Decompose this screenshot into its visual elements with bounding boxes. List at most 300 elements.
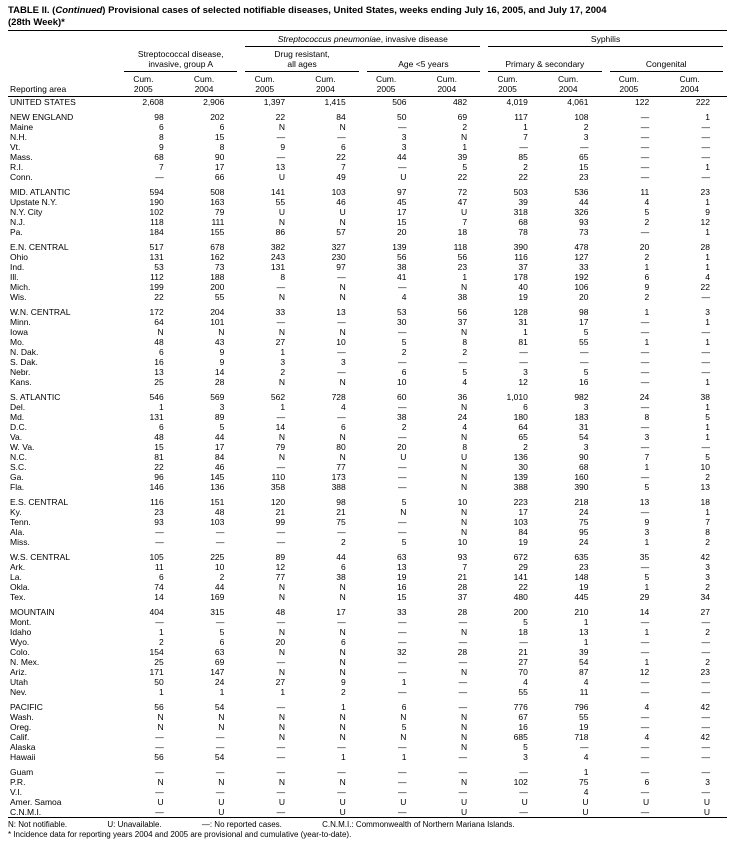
case-count-cell: U: [703, 807, 710, 817]
case-count-cell: 390: [513, 242, 528, 252]
case-count-cell: 4: [644, 702, 650, 712]
case-count-cell: 33: [396, 607, 407, 617]
case-count-cell: —: [640, 687, 650, 697]
case-count-cell: 103: [210, 517, 225, 527]
case-count-cell: 16: [396, 582, 407, 592]
case-count-cell: 55: [518, 687, 528, 697]
case-count-cell: N: [339, 647, 346, 657]
case-count-cell: 9: [644, 282, 650, 292]
case-count-cell: 18: [518, 627, 528, 637]
table-row: [8, 187, 727, 197]
case-count-cell: 2: [644, 292, 650, 302]
table-row: [8, 617, 727, 627]
case-count-cell: —: [397, 742, 407, 752]
case-count-cell: —: [701, 752, 710, 762]
case-count-cell: 19: [396, 572, 407, 582]
case-count-cell: 190: [149, 197, 164, 207]
case-count-cell: 200: [513, 607, 528, 617]
table-row: [8, 292, 727, 302]
case-count-cell: —: [519, 787, 528, 797]
case-count-cell: 6: [341, 142, 346, 152]
case-count-cell: 42: [700, 732, 710, 742]
case-count-cell: —: [276, 537, 286, 547]
case-count-cell: 4: [583, 677, 589, 687]
case-count-cell: 4,019: [506, 97, 528, 107]
case-count-cell: —: [519, 357, 528, 367]
reporting-area-cell: W.S. CENTRAL: [10, 552, 70, 562]
case-count-cell: 44: [336, 552, 346, 562]
case-count-cell: 40: [518, 282, 528, 292]
case-count-cell: 55: [214, 292, 225, 302]
case-count-cell: 34: [700, 592, 710, 602]
case-count-cell: 131: [270, 262, 286, 272]
case-count-cell: 1: [401, 752, 407, 762]
case-count-cell: —: [640, 347, 650, 357]
case-count-cell: —: [215, 787, 225, 797]
reporting-area-cell: Wyo.: [10, 637, 30, 647]
reporting-area-cell: W. Va.: [10, 442, 35, 452]
case-count-cell: N: [460, 327, 468, 337]
case-count-cell: 15: [396, 217, 407, 227]
case-count-cell: —: [701, 172, 710, 182]
case-count-cell: —: [397, 777, 407, 787]
case-count-cell: 202: [210, 112, 225, 122]
case-count-cell: 16: [518, 722, 528, 732]
reporting-area-cell: PACIFIC: [10, 702, 43, 712]
case-count-cell: N: [278, 292, 286, 302]
case-count-cell: —: [276, 742, 286, 752]
case-count-cell: —: [701, 742, 710, 752]
case-count-cell: 5: [523, 742, 528, 752]
case-count-cell: 5: [583, 327, 589, 337]
case-count-cell: 388: [331, 482, 346, 492]
drug-resistant-line1: Drug resistant,: [274, 49, 330, 59]
case-count-cell: 42: [700, 702, 710, 712]
case-count-cell: 445: [574, 592, 589, 602]
case-count-cell: 116: [514, 252, 528, 262]
case-count-cell: 10: [214, 562, 225, 572]
case-count-cell: 2: [462, 347, 468, 357]
case-count-cell: —: [640, 162, 650, 172]
case-count-cell: N: [339, 432, 346, 442]
table-row: [8, 742, 727, 752]
table-row: [8, 517, 727, 527]
case-count-cell: —: [397, 667, 407, 677]
case-count-cell: 3: [583, 132, 589, 142]
table-row: [8, 217, 727, 227]
case-count-cell: —: [640, 112, 650, 122]
case-count-cell: 1,397: [263, 97, 286, 107]
reporting-area-label: Reporting area: [10, 84, 67, 94]
reporting-area-cell: N. Mex.: [10, 657, 40, 667]
case-count-cell: U: [278, 207, 286, 217]
table-row: [8, 552, 727, 562]
case-count-cell: 47: [457, 197, 468, 207]
case-count-cell: 3: [401, 132, 407, 142]
case-count-cell: N: [460, 667, 468, 677]
case-count-cell: N: [339, 377, 346, 387]
case-count-cell: 4: [462, 377, 468, 387]
case-count-cell: N: [278, 732, 286, 742]
case-count-cell: U: [643, 797, 650, 807]
reporting-area-cell: Calif.: [10, 732, 30, 742]
reporting-area-cell: Wis.: [10, 292, 27, 302]
cum-2005-header: Cum. 2005: [120, 72, 181, 97]
case-count-cell: N: [278, 377, 286, 387]
case-count-cell: —: [276, 412, 286, 422]
case-count-cell: 28: [457, 647, 468, 657]
case-count-cell: —: [640, 367, 650, 377]
case-count-cell: 1: [705, 197, 710, 207]
case-count-cell: 64: [518, 422, 528, 432]
reporting-area-cell: Conn.: [10, 172, 33, 182]
case-count-cell: 111: [211, 217, 225, 227]
case-count-cell: 116: [150, 497, 164, 507]
reporting-area-cell: N.Y. City: [10, 207, 43, 217]
case-count-cell: —: [519, 637, 528, 647]
case-count-cell: 11: [640, 187, 650, 197]
case-count-cell: 382: [270, 242, 286, 252]
case-count-cell: 4: [401, 292, 407, 302]
reporting-area-cell: Mich.: [10, 282, 31, 292]
case-count-cell: 12: [275, 562, 286, 572]
case-count-cell: 8: [644, 412, 650, 422]
case-count-cell: 8: [280, 272, 286, 282]
case-count-cell: 506: [392, 97, 407, 107]
case-count-cell: U: [278, 797, 286, 807]
case-count-cell: —: [640, 807, 650, 817]
table-row: [8, 412, 727, 422]
case-count-cell: 5: [705, 412, 710, 422]
case-count-cell: 1: [219, 687, 225, 697]
case-count-cell: —: [458, 752, 468, 762]
case-count-cell: 4: [583, 787, 589, 797]
case-count-cell: 37: [457, 317, 468, 327]
case-count-cell: N: [400, 712, 407, 722]
case-count-cell: 38: [396, 262, 407, 272]
group-a-line1: Streptococcal disease,: [137, 49, 224, 59]
case-count-cell: 17: [396, 207, 407, 217]
case-count-cell: 108: [574, 112, 589, 122]
case-count-cell: 54: [579, 657, 589, 667]
reporting-area-cell: R.I.: [10, 162, 24, 172]
case-count-cell: —: [701, 712, 710, 722]
table-row: [8, 722, 727, 732]
case-count-cell: U: [460, 452, 468, 462]
case-count-cell: 22: [336, 152, 346, 162]
case-count-cell: 222: [695, 97, 710, 107]
case-count-cell: 1: [705, 162, 710, 172]
case-count-cell: —: [337, 367, 346, 377]
case-count-cell: —: [519, 807, 528, 817]
case-count-cell: N: [460, 742, 468, 752]
case-count-cell: —: [580, 142, 589, 152]
case-count-cell: 27: [700, 607, 710, 617]
case-count-cell: 404: [149, 607, 164, 617]
case-count-cell: 1: [705, 432, 710, 442]
cum-2005-header: Cum. 2005: [606, 72, 667, 97]
case-count-cell: N: [278, 777, 286, 787]
case-count-cell: 1: [462, 142, 468, 152]
case-count-cell: U: [460, 797, 468, 807]
case-count-cell: 131: [149, 252, 164, 262]
table-row: [8, 327, 727, 337]
case-count-cell: 25: [154, 657, 164, 667]
case-count-cell: —: [640, 472, 650, 482]
case-count-cell: —: [397, 472, 407, 482]
case-count-cell: 21: [457, 572, 468, 582]
case-count-cell: 8: [705, 527, 710, 537]
case-count-cell: 64: [154, 317, 164, 327]
case-count-cell: 122: [635, 97, 650, 107]
case-count-cell: 87: [579, 667, 589, 677]
case-count-cell: —: [155, 732, 164, 742]
case-count-cell: —: [337, 787, 346, 797]
reporting-area-cell: N.H.: [10, 132, 27, 142]
case-count-cell: 101: [210, 317, 225, 327]
case-count-cell: —: [701, 677, 710, 687]
case-count-cell: 22: [457, 172, 468, 182]
case-count-cell: 327: [331, 242, 346, 252]
table-row: [8, 637, 727, 647]
table-row: [8, 347, 727, 357]
group-a-line2: invasive, group A: [148, 58, 214, 69]
case-count-cell: 4: [583, 752, 589, 762]
table-title-suffix: ) Provisional cases of selected notifiable diseases, United States, weeks ending July 16, 2005, and July 17, 2004: [102, 5, 607, 16]
case-count-cell: 562: [270, 392, 286, 402]
case-count-cell: 117: [514, 112, 528, 122]
case-count-cell: N: [460, 402, 468, 412]
table-header: [8, 31, 727, 97]
case-count-cell: 81: [518, 337, 528, 347]
case-count-cell: 14: [154, 592, 164, 602]
case-count-cell: 44: [396, 152, 407, 162]
case-count-cell: 7: [644, 452, 650, 462]
case-count-cell: 23: [700, 667, 710, 677]
reporting-area-cell: Ga.: [10, 472, 24, 482]
case-count-cell: 37: [518, 262, 528, 272]
case-count-cell: 3: [401, 142, 407, 152]
case-count-cell: 3: [705, 562, 710, 572]
strep-pneumoniae-header: [241, 31, 484, 48]
case-count-cell: 2: [523, 442, 528, 452]
case-count-cell: 172: [149, 307, 164, 317]
case-count-cell: N: [339, 452, 346, 462]
header-row-groups: [8, 31, 727, 48]
case-count-cell: 4: [462, 422, 468, 432]
reporting-area-cell: Hawaii: [10, 752, 36, 762]
case-count-cell: U: [582, 807, 589, 817]
table-row: [8, 132, 727, 142]
table-row: [8, 702, 727, 712]
table-row: [8, 307, 727, 317]
table-row: [8, 752, 727, 762]
case-count-cell: 2: [158, 637, 164, 647]
table-row: [8, 252, 727, 262]
reporting-area-header: [8, 31, 120, 97]
drug-resistant-line2: all ages: [287, 58, 317, 69]
case-count-cell: —: [397, 767, 407, 777]
case-count-cell: 22: [275, 112, 286, 122]
case-count-cell: N: [339, 657, 346, 667]
case-count-cell: 4,061: [567, 97, 589, 107]
table-row: [8, 507, 727, 517]
case-count-cell: 162: [210, 252, 225, 262]
table-title: [8, 5, 727, 28]
reporting-area-cell: D.C.: [10, 422, 27, 432]
table-row: [8, 272, 727, 282]
case-count-cell: —: [276, 702, 286, 712]
case-count-cell: 29: [518, 562, 528, 572]
case-count-cell: U: [400, 797, 407, 807]
case-count-cell: —: [337, 347, 346, 357]
case-count-cell: 5: [462, 162, 468, 172]
case-count-cell: 98: [154, 112, 164, 122]
case-count-cell: 54: [579, 432, 589, 442]
case-count-cell: —: [640, 442, 650, 452]
case-count-cell: 14: [639, 607, 650, 617]
reporting-area-cell: Va.: [10, 432, 23, 442]
case-count-cell: 56: [457, 252, 468, 262]
case-count-cell: 65: [579, 152, 589, 162]
case-count-cell: 2: [705, 627, 710, 637]
case-count-cell: 39: [579, 647, 589, 657]
reporting-area-cell: Tex.: [10, 592, 26, 602]
syphilis-label: Syphilis: [590, 33, 621, 44]
case-count-cell: 1: [705, 262, 710, 272]
case-count-cell: 2: [280, 367, 286, 377]
case-count-cell: 5: [401, 497, 407, 507]
case-count-cell: 5: [401, 722, 407, 732]
table-row: [8, 377, 727, 387]
case-count-cell: 13: [154, 367, 164, 377]
case-count-cell: 3: [644, 432, 650, 442]
case-count-cell: 99: [275, 517, 286, 527]
case-count-cell: —: [701, 722, 710, 732]
case-count-cell: 31: [579, 422, 589, 432]
case-count-cell: —: [397, 687, 407, 697]
case-count-cell: 204: [210, 307, 225, 317]
case-count-cell: U: [339, 807, 346, 817]
footnote-unavailable: U: Unavailable.: [107, 820, 162, 829]
case-count-cell: 56: [154, 752, 164, 762]
case-count-cell: 1: [705, 402, 710, 412]
case-count-cell: 68: [154, 152, 164, 162]
case-count-cell: 48: [275, 607, 286, 617]
table-row: [8, 657, 727, 667]
case-count-cell: 9: [219, 357, 225, 367]
case-count-cell: 9: [341, 677, 346, 687]
reporting-area-cell: Mass.: [10, 152, 33, 162]
case-count-cell: 1: [158, 402, 164, 412]
table-row: [8, 227, 727, 237]
case-count-cell: —: [580, 347, 589, 357]
reporting-area-cell: Ark.: [10, 562, 26, 572]
case-count-cell: 5: [219, 627, 225, 637]
case-count-cell: 29: [639, 592, 650, 602]
table-row: [8, 527, 727, 537]
case-count-cell: N: [460, 527, 468, 537]
case-count-cell: 80: [336, 442, 346, 452]
case-count-cell: —: [701, 122, 710, 132]
case-count-cell: 2: [705, 537, 710, 547]
table-row: [8, 452, 727, 462]
case-count-cell: N: [157, 327, 164, 337]
table-row: [8, 712, 727, 722]
reporting-area-cell: V.I.: [10, 787, 22, 797]
case-count-cell: 6: [158, 422, 164, 432]
case-count-cell: 10: [457, 497, 468, 507]
table-row: [8, 357, 727, 367]
table-row: [8, 402, 727, 412]
case-count-cell: —: [640, 142, 650, 152]
case-count-cell: —: [215, 537, 225, 547]
case-count-cell: U: [460, 207, 468, 217]
case-count-cell: —: [397, 282, 407, 292]
case-count-cell: N: [278, 627, 286, 637]
case-count-cell: 388: [513, 482, 528, 492]
reporting-area-cell: Nev.: [10, 687, 27, 697]
reporting-area-cell: C.N.M.I.: [10, 807, 42, 817]
case-count-cell: 25: [154, 377, 164, 387]
case-count-cell: 12: [700, 217, 710, 227]
case-count-cell: —: [397, 517, 407, 527]
case-count-cell: 139: [513, 472, 528, 482]
reporting-area-cell: Miss.: [10, 537, 30, 547]
case-count-cell: N: [460, 627, 468, 637]
case-count-cell: —: [640, 327, 650, 337]
case-count-cell: —: [701, 647, 710, 657]
case-count-cell: N: [460, 777, 468, 787]
case-count-cell: 141: [270, 187, 286, 197]
case-count-cell: 482: [452, 97, 468, 107]
case-count-cell: 5: [219, 422, 225, 432]
case-count-cell: 2,906: [203, 97, 225, 107]
case-count-cell: 1: [644, 537, 650, 547]
case-count-cell: 23: [579, 562, 589, 572]
case-count-cell: 15: [154, 442, 164, 452]
case-count-cell: 55: [579, 712, 589, 722]
reporting-area-cell: S.C.: [10, 462, 27, 472]
case-count-cell: 17: [579, 317, 589, 327]
case-count-cell: —: [701, 367, 710, 377]
case-count-cell: —: [640, 377, 650, 387]
case-count-cell: —: [397, 637, 407, 647]
table-row: [8, 462, 727, 472]
case-count-cell: 218: [574, 497, 589, 507]
case-count-cell: 6: [401, 367, 407, 377]
case-count-cell: 7: [341, 162, 346, 172]
group-a-strep-header: [120, 31, 241, 73]
table-row: [8, 162, 727, 172]
case-count-cell: 17: [336, 607, 346, 617]
case-count-cell: 24: [579, 507, 589, 517]
case-count-cell: 2: [644, 252, 650, 262]
strep-pneumoniae-rest: , invasive disease: [380, 33, 448, 44]
case-count-cell: 97: [396, 187, 407, 197]
case-count-cell: 1,010: [506, 392, 528, 402]
case-count-cell: 69: [214, 657, 225, 667]
case-count-cell: 38: [396, 412, 407, 422]
case-count-cell: 4: [341, 402, 346, 412]
table-row: [8, 472, 727, 482]
case-count-cell: —: [337, 527, 346, 537]
case-count-cell: 23: [579, 172, 589, 182]
case-count-cell: 10: [700, 462, 710, 472]
case-count-cell: 2: [341, 537, 346, 547]
case-count-cell: 86: [275, 227, 286, 237]
case-count-cell: —: [701, 292, 710, 302]
